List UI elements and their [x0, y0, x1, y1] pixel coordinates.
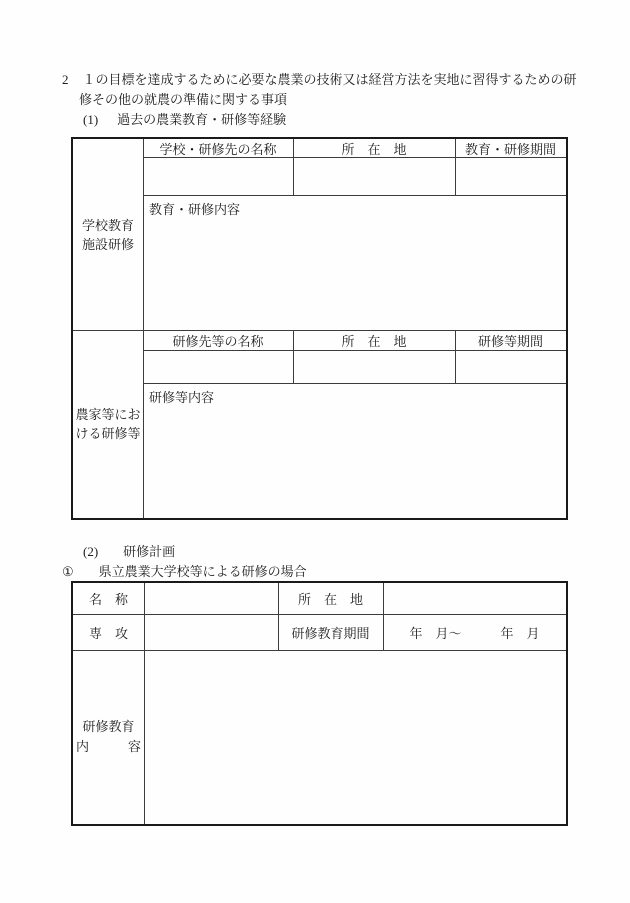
period-entry-cell-1: [455, 157, 566, 195]
major-entry-cell: [144, 614, 278, 650]
grid-line: [143, 195, 566, 196]
location-entry-cell-2: [293, 350, 455, 383]
subsection-2-item-number: ①: [62, 564, 74, 579]
side-label-line: 内 容: [75, 739, 141, 754]
side-label-line: 学校教育: [81, 217, 134, 233]
subsection-1-heading: [83, 112, 286, 128]
heading-line-2: 修その他の就農の準備に関する事項: [79, 92, 288, 107]
side-label-line: 研修教育: [82, 719, 135, 734]
subsection-2-number: (2): [83, 544, 99, 559]
location-entry-cell: [383, 583, 566, 614]
heading-item-2: [62, 72, 577, 88]
grid-line: [143, 383, 566, 384]
subsection-1-number: (1): [83, 112, 99, 127]
col-header-location-1: 所 在 地: [341, 141, 407, 157]
training-period-label: 研修教育期間: [291, 625, 370, 641]
col-header-training-site-name: 研修先等の名称: [172, 333, 264, 349]
name-entry-cell: [144, 583, 278, 614]
training-content-entry-area: [143, 403, 566, 518]
training-period-value: 年 月～ 年 月: [409, 625, 540, 641]
side-label-school-education: [73, 139, 143, 330]
subsection-1-title: 過去の農業教育・研修等経験: [117, 112, 287, 127]
col-header-training-period: 研修等期間: [477, 333, 543, 349]
training-site-entry-cell: [143, 350, 293, 383]
period-entry-cell-2: [455, 350, 566, 383]
col-header-location-2: 所 在 地: [341, 333, 407, 349]
heading-item-number: 2: [62, 72, 69, 87]
side-label-farm-training: [73, 330, 143, 518]
subsection-2-item-1-heading: [62, 564, 307, 580]
education-content-entry-area: [143, 215, 566, 330]
subsection-2-item-title: 県立農業大学校等による研修の場合: [98, 564, 307, 579]
location-entry-cell-1: [293, 157, 455, 195]
subsection-2-title: 研修計画: [123, 544, 176, 559]
training-content-label: 研修等内容: [149, 390, 215, 405]
past-experience-table: [71, 137, 568, 520]
training-education-content-entry-area: [144, 650, 566, 824]
location-label: 所 在 地: [297, 592, 363, 607]
training-plan-table: [71, 581, 568, 826]
subsection-2-heading: [83, 544, 175, 560]
major-label: 専 攻: [88, 625, 128, 641]
side-label-line: 施設研修: [81, 236, 134, 252]
col-header-education-period: 教育・研修期間: [464, 141, 556, 157]
education-content-label: 教育・研修内容: [149, 202, 241, 217]
col-header-school-name: 学校・研修先の名称: [159, 141, 277, 157]
name-label: 名 称: [88, 592, 128, 607]
heading-line-1: １の目標を達成するために必要な農業の技術又は経営方法を実地に習得するための研: [82, 72, 577, 87]
side-label-line: ける研修等: [75, 426, 141, 441]
school-name-entry-cell: [143, 157, 293, 195]
training-education-content-label: [73, 650, 144, 824]
side-label-line: 農家等にお: [75, 407, 141, 422]
